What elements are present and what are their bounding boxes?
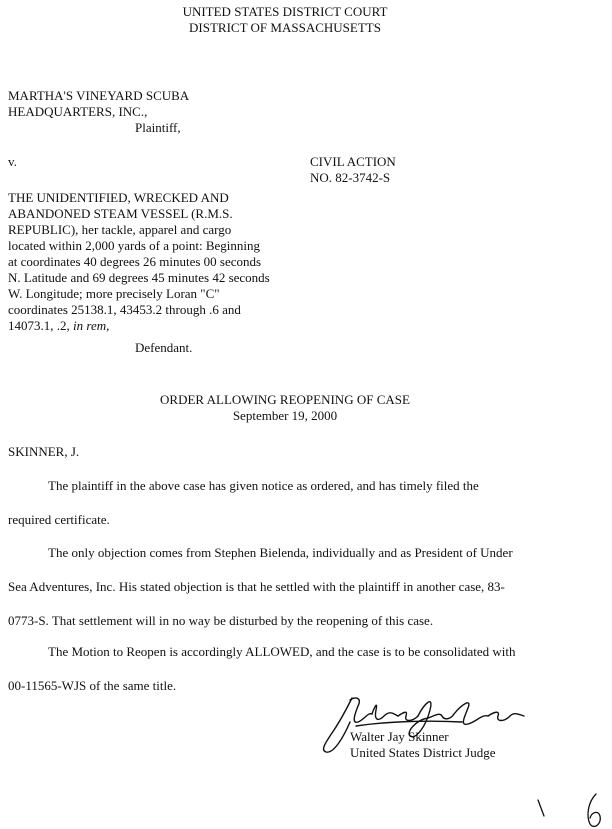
paragraph-line: The plaintiff in the above case has given notice as ordered, and has timely filed the — [48, 478, 479, 493]
paragraph-line: Sea Adventures, Inc. His stated objection is that he settled with the plaintiff in another case, 83- — [8, 579, 505, 594]
court-district: DISTRICT OF MASSACHUSETTS — [189, 20, 381, 35]
defendant-role: Defendant. — [135, 340, 193, 355]
judge-attribution: SKINNER, J. — [8, 444, 80, 459]
paragraph-line: required certificate. — [8, 512, 110, 527]
paragraph-1 — [8, 478, 593, 528]
court-name: UNITED STATES DISTRICT COURT — [182, 4, 388, 19]
plaintiff-name-line1: MARTHA'S VINEYARD SCUBA — [8, 88, 190, 103]
civil-action-number: NO. 82-3742-S — [310, 170, 391, 185]
plaintiff-block — [8, 88, 189, 120]
defendant-line: located within 2,000 yards of a point: Beginning — [8, 238, 261, 253]
versus-label: v. — [8, 154, 17, 169]
paragraph-line: 0773-S. That settlement will in no way be disturbed by the reopening of this case. — [8, 613, 434, 628]
defendant-line: THE UNIDENTIFIED, WRECKED AND — [8, 190, 229, 205]
paragraph-line: The only objection comes from Stephen Bielenda, individually and as President of Under — [48, 545, 513, 560]
defendant-block — [8, 190, 270, 334]
signer-name: Walter Jay Skinner — [350, 729, 449, 744]
paragraph-2 — [8, 545, 593, 629]
defendant-line: W. Longitude; more precisely Loran "C" — [8, 286, 220, 301]
plaintiff-name-line2: HEADQUARTERS, INC., — [8, 104, 148, 119]
defendant-line: coordinates 25138.1, 43453.2 through .6 and — [8, 302, 241, 317]
civil-action-block — [310, 154, 396, 186]
order-heading — [0, 392, 570, 424]
defendant-line: at coordinates 40 degrees 26 minutes 00 seconds — [8, 254, 262, 269]
court-header — [0, 4, 570, 36]
order-date: September 19, 2000 — [232, 408, 338, 423]
defendant-line: REPUBLIC), her tackle, apparel and cargo — [8, 222, 232, 237]
paragraph-line: 00-11565-WJS of the same title. — [8, 678, 177, 693]
in-rem-italic: in rem, — [73, 318, 110, 333]
plaintiff-role: Plaintiff, — [135, 120, 181, 135]
defendant-line: N. Latitude and 69 degrees 45 minutes 42 seconds — [8, 270, 270, 285]
signer-title: United States District Judge — [350, 745, 496, 760]
defendant-line-last — [8, 318, 270, 334]
handwritten-page-mark — [530, 790, 610, 829]
order-title: ORDER ALLOWING REOPENING OF CASE — [160, 392, 410, 407]
defendant-last-prefix: 14073.1, .2, — [8, 318, 70, 333]
civil-action-label: CIVIL ACTION — [310, 154, 396, 169]
defendant-line: ABANDONED STEAM VESSEL (R.M.S. — [8, 206, 233, 221]
paragraph-line: The Motion to Reopen is accordingly ALLOWED, and the case is to be consolidated with — [48, 644, 516, 659]
